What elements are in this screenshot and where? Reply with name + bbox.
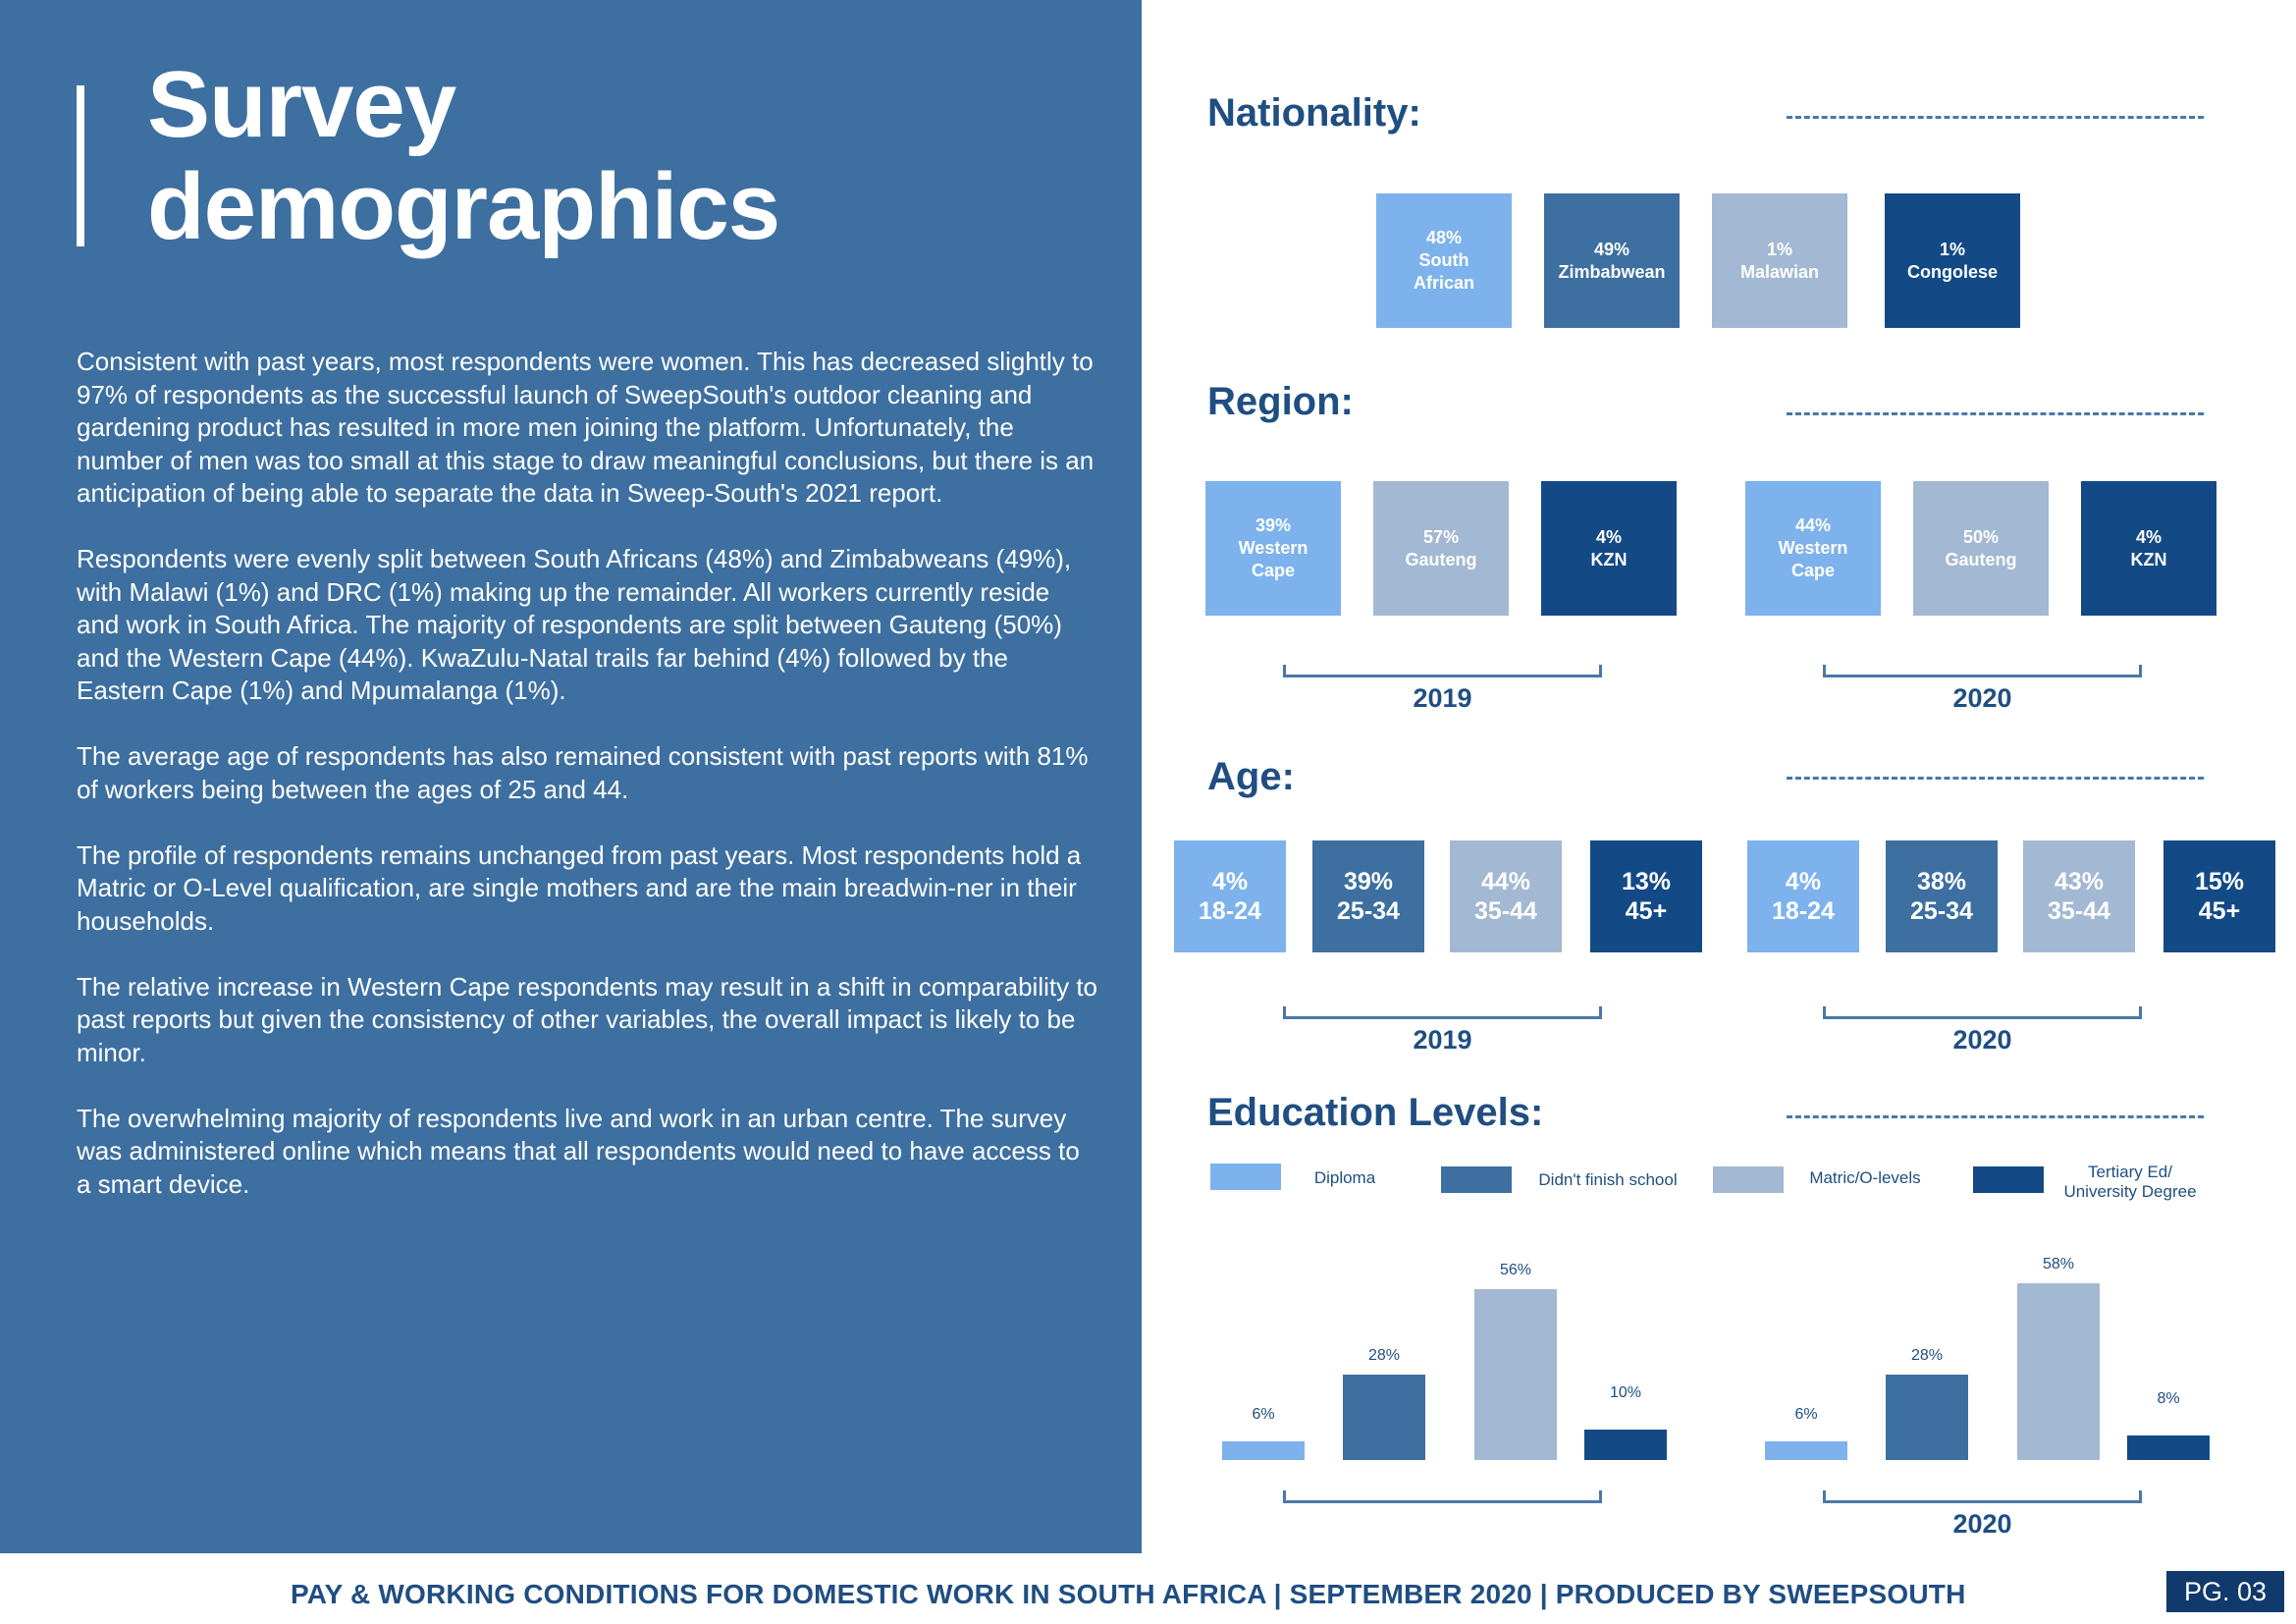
page-title xyxy=(147,54,779,258)
nationality-pct: 1% xyxy=(1766,239,1792,259)
age-pct: 38% xyxy=(1916,868,1967,895)
age-range: 45+ xyxy=(2198,897,2241,925)
age-pct: 43% xyxy=(2054,868,2105,895)
nationality-pct: 49% xyxy=(1593,239,1630,259)
section-divider xyxy=(1787,777,2204,780)
age-pct: 15% xyxy=(2194,868,2245,895)
education-bar-label: 28% xyxy=(1367,1347,1401,1364)
nationality-zimbabwean xyxy=(1544,193,1680,328)
nationality-malawian xyxy=(1712,193,1847,328)
section-divider xyxy=(1787,412,2204,415)
age-2019-45-plus xyxy=(1590,840,1702,952)
education-year-label: 2020 xyxy=(1952,1509,2012,1539)
region-label: KZN xyxy=(2130,549,2167,569)
age-2019-35-44 xyxy=(1450,840,1562,952)
legend-swatch-matric xyxy=(1713,1166,1784,1193)
legend-swatch-tertiary xyxy=(1973,1166,2044,1193)
age-range: 25-34 xyxy=(1337,897,1400,925)
nationality-congolese xyxy=(1885,193,2020,328)
education-bar xyxy=(2127,1435,2210,1460)
age-pct: 44% xyxy=(1480,868,1531,895)
education-bar xyxy=(1474,1289,1557,1460)
paragraph: The overwhelming majority of respondents live and work in an urban centre. The survey was administered online which means that all respondents would need to have access to a smart device. xyxy=(77,1103,1080,1199)
region-pct: 4% xyxy=(2135,526,2162,547)
age-year-label: 2020 xyxy=(1952,1025,2012,1055)
title-line-1: Survey xyxy=(147,52,456,157)
intro-text xyxy=(77,346,1097,1234)
education-bar-label: 6% xyxy=(1252,1406,1275,1423)
region-2020-gauteng xyxy=(1913,481,2049,616)
education-bar-label: 56% xyxy=(1499,1262,1532,1278)
legend-label-line: Tertiary Ed/ xyxy=(2088,1163,2172,1181)
nationality-title: Nationality: xyxy=(1207,91,1421,135)
education-bar xyxy=(1886,1375,1968,1460)
legend-label-tertiary xyxy=(2052,1163,2209,1202)
region-title: Region: xyxy=(1207,380,1354,423)
section-divider xyxy=(1787,1115,2204,1118)
nationality-label: African xyxy=(1413,273,1474,293)
region-2019-kzn xyxy=(1541,481,1677,616)
region-label: Cape xyxy=(1790,561,1835,580)
section-divider xyxy=(1787,116,2204,119)
nationality-pct: 48% xyxy=(1425,228,1462,247)
legend-label-line: University Degree xyxy=(2063,1182,2197,1201)
region-label: Western xyxy=(1238,538,1308,558)
region-label: Cape xyxy=(1251,561,1295,580)
age-range: 25-34 xyxy=(1910,897,1973,925)
age-range: 35-44 xyxy=(1474,897,1537,925)
education-bar xyxy=(1222,1441,1305,1460)
age-2020-45-plus xyxy=(2163,840,2275,952)
education-bar-label: 6% xyxy=(1794,1406,1818,1423)
title-accent-bar xyxy=(77,85,84,246)
year-bracket xyxy=(1283,665,1602,677)
region-pct: 39% xyxy=(1255,515,1291,535)
region-2020-kzn xyxy=(2081,481,2216,616)
year-bracket xyxy=(1283,1006,1602,1019)
title-line-2: demographics xyxy=(147,154,780,259)
age-pct: 13% xyxy=(1621,868,1672,895)
education-bar-label: 28% xyxy=(1910,1347,1944,1364)
age-2020-35-44 xyxy=(2023,840,2135,952)
region-2019-gauteng xyxy=(1373,481,1509,616)
education-bar-label: 8% xyxy=(2157,1390,2180,1407)
education-title: Education Levels: xyxy=(1207,1091,1544,1134)
age-pct: 39% xyxy=(1343,868,1394,895)
nationality-label: Zimbabwean xyxy=(1558,261,1666,282)
year-bracket xyxy=(1823,1490,2142,1503)
legend-swatch-didnt-finish xyxy=(1441,1166,1512,1193)
age-2020-25-34 xyxy=(1886,840,1998,952)
education-bar xyxy=(1343,1375,1425,1460)
paragraph: The relative increase in Western Cape respondents may result in a shift in comparability to past reports but given the consistency of other variables, the overall impact is likely to be minor. xyxy=(77,971,1098,1067)
age-2019-25-34 xyxy=(1312,840,1424,952)
age-range: 18-24 xyxy=(1772,897,1835,925)
paragraph: Respondents were evenly split between South Africans (48%) and Zimbabweans (49%), with Malawi (1%) and DRC (1%) making up the remainder. All workers currently reside and work in South Africa. The majority of respondents are split between Gauteng (50%) and the Western Cape (44%). KwaZulu-Natal trails far behind (4%) followed by the Eastern Cape (1%) and Mpumalanga (1%). xyxy=(77,544,1072,705)
age-2020-18-24 xyxy=(1747,840,1859,952)
page-number: PG. 03 xyxy=(2166,1571,2284,1612)
region-2020-western-cape xyxy=(1745,481,1881,616)
age-pct: 4% xyxy=(1785,868,1822,895)
age-pct: 4% xyxy=(1211,868,1249,895)
legend-label-didnt-finish: Didn't finish school xyxy=(1538,1170,1678,1189)
paragraph: Consistent with past years, most respondents were women. This has decreased slightly to 97% of respondents as the successful launch of SweepSouth's outdoor cleaning and gardening product has resulted in more men joining the platform. Unfortunately, the number of men was too small at this stage to draw meaningful conclusions, but there is an anticipation of being able to separate the data in Sweep-South's 2021 report. xyxy=(77,347,1095,508)
education-bar xyxy=(2017,1283,2100,1460)
education-bar xyxy=(1584,1430,1667,1460)
nationality-label: South xyxy=(1418,250,1469,270)
age-title: Age: xyxy=(1207,755,1295,798)
region-label: Gauteng xyxy=(1405,549,1477,569)
year-bracket xyxy=(1823,1006,2142,1019)
region-year-label: 2020 xyxy=(1952,683,2012,713)
region-pct: 57% xyxy=(1422,526,1459,547)
year-bracket xyxy=(1283,1490,1602,1503)
nationality-pct: 1% xyxy=(1939,239,1965,259)
nationality-south-african xyxy=(1376,193,1512,328)
legend-label-matric: Matric/O-levels xyxy=(1809,1168,1921,1187)
paragraph: The average age of respondents has also remained consistent with past reports with 81% of workers being between the ages of 25 and 44. xyxy=(77,741,1089,804)
legend-swatch-diploma xyxy=(1210,1164,1281,1190)
age-2019-18-24 xyxy=(1174,840,1286,952)
footer-text: PAY & WORKING CONDITIONS FOR DOMESTIC WORK IN SOUTH AFRICA | SEPTEMBER 2020 | PRODUCED BY SWEEPSOUTH xyxy=(291,1579,1966,1609)
age-year-label: 2019 xyxy=(1413,1025,1472,1055)
region-pct: 50% xyxy=(1962,526,1999,547)
intro-panel xyxy=(0,0,1142,1553)
education-bar xyxy=(1765,1441,1847,1460)
education-bar-label: 58% xyxy=(2042,1256,2075,1272)
year-bracket xyxy=(1823,665,2142,677)
region-label: Gauteng xyxy=(1945,549,2017,569)
nationality-label: Malawian xyxy=(1739,261,1820,282)
paragraph: The profile of respondents remains unchanged from past years. Most respondents hold a Matric or O-Level qualification, are single mothers and are the main breadwin-ner in their households. xyxy=(77,839,1082,936)
education-bar-label: 10% xyxy=(1609,1384,1642,1401)
age-range: 45+ xyxy=(1625,897,1668,925)
age-range: 35-44 xyxy=(2048,897,2110,925)
region-pct: 4% xyxy=(1595,526,1622,547)
region-pct: 44% xyxy=(1794,515,1831,535)
region-label: KZN xyxy=(1590,549,1628,569)
legend-label-diploma: Diploma xyxy=(1313,1168,1376,1187)
nationality-label: Congolese xyxy=(1906,261,1998,282)
region-label: Western xyxy=(1778,538,1848,558)
region-2019-western-cape xyxy=(1205,481,1341,616)
region-year-label: 2019 xyxy=(1413,683,1472,713)
age-range: 18-24 xyxy=(1199,897,1261,925)
